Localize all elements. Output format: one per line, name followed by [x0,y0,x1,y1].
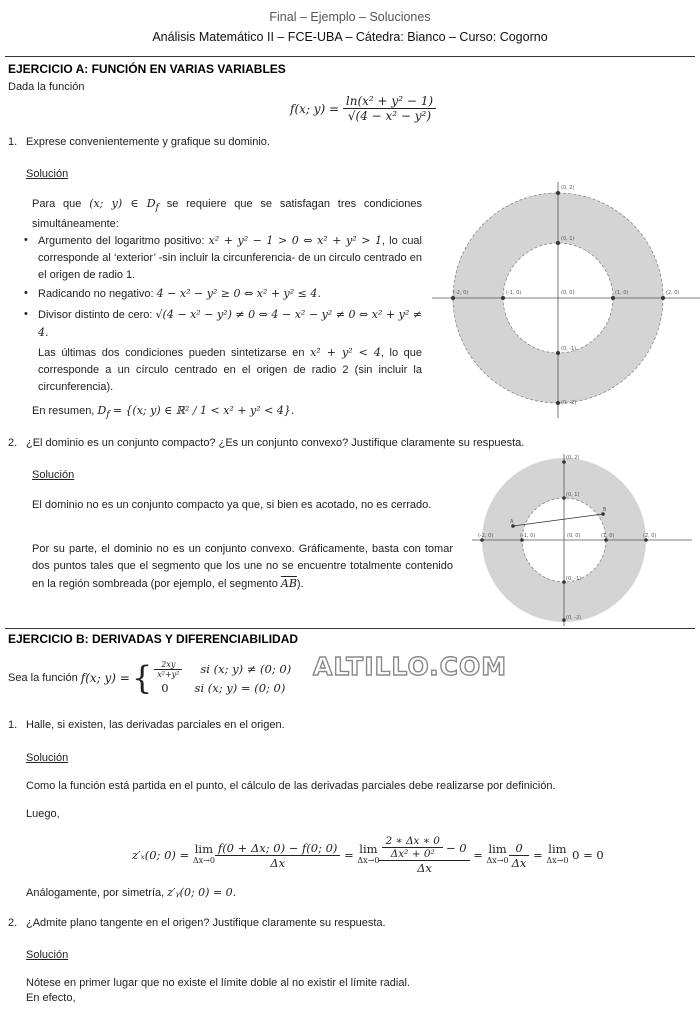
limit-operator [193,844,215,866]
case1-fraction [154,660,182,679]
text-span: Argumento del logaritmo positivo: [38,235,205,247]
label-point-b: B [603,507,607,513]
ejercicio-b-intro: Sea la función [8,672,78,684]
bullet-radicand [24,285,422,303]
math-span: = {(x; y) ∈ ℝ² / 1 < x² + y² < 4}. [112,404,295,417]
lim-text: lim [359,842,378,856]
solution-a2-convex [32,541,453,593]
frac2-inner-numerator: 2 ∗ Δx ∗ 0 [382,835,443,848]
case1-numerator: 2xy [154,660,182,670]
lim-subscript: Δx→0 [486,856,509,865]
function-denominator: √(4 − x² − y²) [347,109,432,123]
label-0-2: (0, 2) [561,185,575,191]
label-0-1: (0, 1) [561,236,575,242]
frac2-denominator: Δx [417,861,432,875]
limit-operator [546,844,568,866]
ejercicio-a-intro: Dada la función [8,81,85,93]
text-span: ). [296,578,304,590]
label-origin: (0, 0) [561,290,575,296]
frac2-inner-fraction [382,835,443,860]
piecewise-cases [154,659,291,697]
label-0-neg1: (0, -1) [566,576,582,582]
function-lhs: f(x; y) = [290,101,340,116]
question-b1-number: 1. [8,719,18,731]
label-0-neg2: (0, -2) [566,615,582,621]
label-neg2-0: (-2, 0) [478,533,494,539]
limit-operator [357,844,379,866]
solution-a2-compact: El dominio no es un conjunto compacto ya que, si bien es acotado, no es cerrado. [32,499,432,511]
case2-condition: si (x; y) = (0; 0) [194,681,286,695]
bullet-dot: • [24,308,28,320]
document-header-title: Final – Ejemplo – Soluciones [269,10,431,24]
point-0-neg1 [556,351,560,355]
solution-label-a2: Solución [32,469,75,481]
eq-fraction-2 [379,835,469,875]
label-neg1-0: (-1, 0) [520,533,536,539]
text-span: Análogamente, por simetría, [26,887,165,899]
function-f-definition [290,94,436,123]
equals-sign: = [533,848,543,862]
text-span: Por su parte, el dominio no es un conjunto convexo. Gráficamente, basta con tomar dos puntos tales que el segmento que los une no se encuentre totalmente contenido en la región sombreada (por ejemplo, el segmento [32,543,453,590]
ejercicio-a-heading: EJERCICIO A: FUNCIÓN EN VARIAS VARIABLES [8,62,286,76]
function-piecewise-definition [8,657,291,699]
solution-label-b2: Solución [26,949,69,961]
question-b2-number: 2. [8,917,18,929]
solution-label-b1: Solución [26,752,69,764]
point-0-1 [556,241,560,245]
partial-derivative-equation [132,832,604,878]
function-fraction [343,94,436,123]
label-2-0: (2, 0) [643,533,657,539]
section-divider [5,56,695,57]
document-header-subtitle: Análisis Matemático II – FCE-UBA – Cátedra: Bianco – Curso: Cogorno [152,30,548,44]
text-span: Las últimas dos condiciones pueden sintetizarse en [38,347,305,359]
frac3-numerator: 0 [509,841,530,856]
case1-condition: si (x; y) ≠ (0; 0) [200,662,292,676]
eq-lhs: z′ₓ(0; 0) = [132,848,190,862]
text-span: Divisor distinto de cero: [38,309,153,321]
solution-label-a1: Solución [26,168,69,180]
math-span: √(4 − x² − y²) ≠ 0 ⇔ 4 − x² − y² ≠ 0 ⇔ x² + y² ≠ 4. [38,308,422,339]
conditions-summary [38,344,422,396]
case-nonzero [154,659,291,679]
point-0-neg2 [556,401,560,405]
question-b2-text: ¿Admite plano tangente en el origen? Justifique claramente su respuesta. [26,917,386,929]
equals-sign: = [344,848,354,862]
section-divider [5,628,695,629]
point-neg2-0 [451,296,455,300]
label-1-0: (1, 0) [615,290,629,296]
bullet-log-argument [24,232,422,284]
frac1-numerator: f(0 + Δx; 0) − f(0; 0) [215,841,340,856]
text-span: se requiere que se satisfagan tres condiciones simultáneamente: [32,198,422,231]
lim-subscript: Δx→0 [546,856,569,865]
question-a2-number: 2. [8,437,18,449]
label-0-neg2: (0, -2) [561,400,577,406]
point-neg1-0 [501,296,505,300]
case2-value: 0 [161,681,169,695]
math-span: z′ᵧ(0; 0) = 0. [167,886,237,899]
math-span: D [97,404,107,417]
frac3-denominator: Δx [511,855,527,870]
math-span: 4 − x² − y² ≥ 0 ⇔ x² + y² ≤ 4. [156,287,321,300]
point-0-2 [556,191,560,195]
label-origin: (0, 0) [567,533,581,539]
segment-ab: $\overline{AB}$ [280,577,297,590]
frac2-minus-zero: − 0 [445,840,467,855]
equals-sign: = [473,848,483,862]
eq-fraction-3 [509,841,530,870]
eq-result: 0 = 0 [572,848,604,862]
label-neg2-0: (-2, 0) [453,290,469,296]
text-span: Para que [32,198,82,210]
solution-b1-paragraph: Como la función está partida en el punto, el cálculo de las derivadas parciales debe realizarse por definición. [26,780,556,792]
math-span: (x; y) ∈ D [89,197,156,210]
symmetry-remark [26,886,236,899]
frac2-inner-denominator: Δx² + 0² [390,848,435,860]
bullet-divisor [24,306,422,342]
math-span: x² + y² < 4 [310,346,381,359]
label-1-0: (1, 0) [601,533,615,539]
function-numerator: ln(x² + y² − 1) [343,94,436,109]
math-subscript: f [155,202,159,214]
case1-denominator: x²+y² [157,669,180,679]
domain-summary [32,404,294,420]
limit-operator [487,844,509,866]
solution-b2-paragraph: Nótese en primer lugar que no existe el límite doble al no existir el límite radial. [26,977,410,989]
eq-fraction-1 [215,841,340,870]
text-span: En resumen, [32,405,95,417]
watermark-logo: ALTILLO.COM [313,652,508,681]
function-lhs: f(x; y) = [80,671,130,685]
label-0-1: (0, 1) [566,492,580,498]
bullet-dot: • [24,234,28,246]
convexity-annulus-graph [470,452,692,628]
question-b1-text: Halle, si existen, las derivadas parciales en el origen. [26,719,285,731]
math-subscript: f [106,409,110,421]
case-zero [154,679,291,697]
domain-annulus-graph [428,178,700,423]
text-span: Radicando no negativo: [38,288,154,300]
label-0-neg1: (0, -1) [561,346,577,352]
lim-subscript: Δx→0 [357,856,380,865]
solution-b2-en-efecto: En efecto, [26,992,76,1004]
math-span: x² + y² − 1 > 0 ⇔ x² + y² > 1 [208,234,382,247]
frac2-numerator [379,835,469,861]
lim-text: lim [194,842,214,856]
lim-text: lim [548,842,567,856]
question-a2-text: ¿El dominio es un conjunto compacto? ¿Es un conjunto convexo? Justifique claramente su respuesta. [26,437,525,449]
brace: { [131,659,153,697]
label-2-0: (2, 0) [666,290,680,296]
question-a1-number: 1. [8,136,18,148]
ejercicio-b-heading: EJERCICIO B: DERIVADAS Y DIFERENCIABILIDAD [8,632,299,646]
point-1-0 [611,296,615,300]
label-point-a: A [510,519,514,525]
label-neg1-0: (-1, 0) [506,290,522,296]
lim-subscript: Δx→0 [192,856,215,865]
question-a1-text: Exprese convenientemente y grafique su dominio. [26,136,270,148]
text-span: , lo cual corresponde al ‘exterior’ -sin incluir la circunferencia- de un circulo centrado en el origen de radio 1. [38,235,422,281]
lim-text: lim [488,842,507,856]
text-span: , lo que corresponde a un círculo centrado en el origen de radio 2 (sin incluir la circunferencia). [38,347,423,393]
point-2-0 [661,296,665,300]
frac1-denominator: Δx [270,855,286,870]
bullet-dot: • [24,287,28,299]
label-0-2: (0, 2) [566,455,580,461]
solution-b1-luego: Luego, [26,808,60,820]
solution-a1-paragraph [32,195,422,233]
